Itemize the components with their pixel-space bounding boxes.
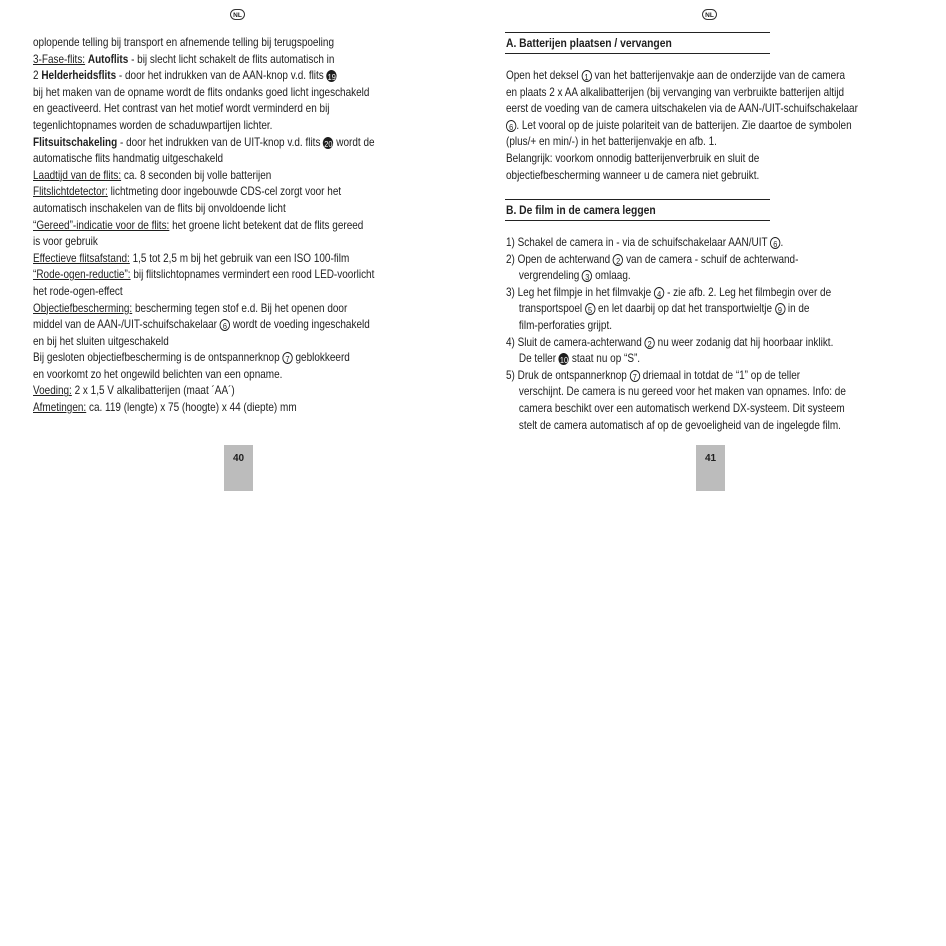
text-span: Bij gesloten objectiefbescherming is de ontspannerknop [33,351,283,365]
text-line [33,400,375,417]
text-line [33,168,375,185]
text-line [33,201,375,218]
text-span: nu weer zodanig dat hij hoorbaar inklikt. [654,335,834,349]
text-span: staat nu op “S”. [569,352,641,366]
page-number: 41 [696,445,725,491]
text-line [506,68,858,85]
term-label: Afmetingen: [33,401,87,415]
text-span: De teller [518,352,559,366]
term-label: Effectieve flitsafstand: [33,251,130,265]
text-line [506,418,846,435]
text-span: ca. 8 seconden bij volle batterijen [121,168,272,182]
page-number: 40 [224,445,253,491]
text-span: het groene licht betekent dat de flits gereed [169,218,364,232]
text-span: omlaag. [592,269,631,283]
text-span: . Let vooral op de juiste polariteit van de batterijen. Zie daartoe de symbolen [516,118,852,132]
text-span: van de camera - schuif de achterwand- [623,252,799,266]
term-label: “Gereed”-indicatie voor de flits: [33,218,170,232]
text-span: . [780,236,784,249]
text-line [506,151,858,168]
text-span: 2 x 1,5 V alkalibatterijen (maat ´AA´) [71,384,235,398]
text-span: bescherming tegen stof e.d. Bij het openen door [132,301,348,315]
circled-reference-number: 6 [506,120,516,132]
text-span: 2) Open de achterwand [506,252,613,266]
text-line [33,85,375,102]
language-badge: NL [230,9,245,20]
text-span: oplopende telling bij transport en afnemende telling bij terugspoeling [33,36,334,49]
text-line [506,101,858,118]
text-span: stelt de camera automatisch af op de gevoeligheid van de ingelegde film. [518,418,841,432]
text-line [33,251,375,268]
text-span: van het batterijenvakje aan de onderzijde van de camera [591,69,846,82]
circled-reference-number: 2 [645,337,655,349]
text-span: transportspoel [518,302,585,316]
text-span: eerst de voeding van de camera uitschakelen via de AAN-/UIT-schuifschakelaar [506,102,858,116]
text-span: het rode-ogen-effect [33,284,123,298]
section-b-text [506,235,846,434]
text-line [506,168,858,185]
text-line [33,334,375,351]
text-line [33,234,375,251]
text-span: en geactiveerd. Het contrast van het motief wordt verminderd en bij [33,102,330,116]
circled-reference-number: 6 [770,237,780,249]
specifications-text [33,35,375,417]
term-label: Laadtijd van de flits: [33,168,122,182]
text-line [506,268,846,285]
circled-reference-number: 10 [559,355,569,366]
text-span: - door het indrukken van de UIT-knop v.d. flits [117,135,324,149]
text-line [33,284,375,301]
text-span: 3) Leg het filmpje in het filmvakje [506,285,654,299]
circled-reference-number: 7 [282,352,292,364]
term-label: Voeding: [33,384,72,398]
text-span: - bij slecht licht schakelt de flits automatisch in [128,52,335,66]
text-line [506,351,846,368]
circled-reference-number: 2 [613,254,623,266]
term-label: “Rode-ogen-reductie”: [33,268,131,282]
text-line [33,35,375,52]
text-line [33,367,375,384]
text-span: 2 [33,69,42,83]
text-line [506,85,858,102]
text-line [506,134,858,151]
bold-term: Flitsuitschakeling [33,135,118,149]
term-label: 3-Fase-flits: [33,52,86,66]
text-span: middel van de AAN-/UIT-schuifschakelaar [33,318,220,332]
text-span: verschijnt. De camera is nu gereed voor het maken van opnames. Info: de [518,385,846,399]
language-badge: NL [702,9,717,20]
text-span: camera beschikt over een automatisch werkend DX-systeem. Dit systeem [518,401,845,415]
text-line [33,68,375,85]
text-span: - door het indrukken van de AAN-knop v.d. flits [116,69,327,83]
text-span: Belangrijk: voorkom onnodig batterijenverbruik en sluit de [506,151,760,165]
text-span: en let daarbij op dat het transportwieltje [595,302,775,316]
circled-reference-number: 20 [324,138,333,149]
text-line [33,218,375,235]
circled-reference-number: 1 [581,70,591,82]
bold-term: Autoflits [87,52,129,66]
bold-term: Helderheidsflits [41,69,117,83]
text-line [506,301,846,318]
text-span: 1) Schakel de camera in - via de schuifschakelaar AAN/UIT [506,236,771,249]
text-line [33,101,375,118]
text-line [506,118,858,135]
text-line [506,368,846,385]
circled-reference-number: 6 [220,319,230,331]
text-line [506,318,846,335]
text-span: Open het deksel [506,69,582,82]
text-span: - zie afb. 2. Leg het filmbegin over de [664,285,832,299]
text-line [33,317,375,334]
text-line [33,151,375,168]
text-span: (plus/+ en min/-) in het batterijenvakje en afb. 1. [506,135,717,149]
text-span: is voor gebruik [33,235,98,249]
text-line [33,135,375,152]
text-span: automatisch inschakelen van de flits bij onvoldoende licht [33,201,286,215]
text-span: ca. 119 (lengte) x 75 (hoogte) x 44 (diepte) mm [86,401,297,415]
text-line [33,52,375,69]
text-span: lichtmeting door ingebouwde CDS-cel zorgt voor het [107,185,342,199]
text-span: automatische flits handmatig uitgeschakeld [33,152,224,166]
text-span: tegenlichtopnames worden de schaduwpartijen lichter. [33,118,273,132]
text-span: 1,5 tot 2,5 m bij het gebruik van een ISO 100-film [129,251,350,265]
text-span: vergrendeling [518,269,583,283]
text-span: in de [785,302,810,316]
text-span: en bij het sluiten uitgeschakeld [33,334,169,348]
text-span: geblokkeerd [292,351,350,365]
circled-reference-number: 3 [582,270,592,282]
text-span: en plaats 2 x AA alkalibatterijen (bij vervanging van verbruikte batterijen altijd [506,85,845,99]
text-line [33,267,375,284]
circled-reference-number: 5 [585,303,595,315]
term-label: Objectiefbescherming: [33,301,133,315]
text-span: bij flitslichtopnames vermindert een rood LED-voorlicht [130,268,375,282]
text-span: objectiefbescherming wanneer u de camera niet gebruikt. [506,168,760,182]
section-a-text [506,68,858,184]
section-b-title: B. De film in de camera leggen [506,203,656,217]
text-line [506,252,846,269]
section-a-title: A. Batterijen plaatsen / vervangen [506,36,672,50]
text-line [506,335,846,352]
text-line [506,235,846,252]
text-span: 4) Sluit de camera-achterwand [506,335,645,349]
text-line [506,384,846,401]
circled-reference-number: 19 [327,72,336,83]
text-span: bij het maken van de opname wordt de flits ondanks goed licht ingeschakeld [33,85,370,99]
text-line [506,401,846,418]
text-line [33,118,375,135]
circled-reference-number: 7 [630,370,640,382]
text-line [33,184,375,201]
section-a-heading [505,32,770,54]
text-line [506,285,846,302]
text-span: 5) Druk de ontspannerknop [506,368,630,382]
text-line [33,383,375,400]
circled-reference-number: 4 [654,287,664,299]
right-page [473,0,946,946]
section-b-heading [505,199,770,221]
text-span: wordt de [333,135,375,149]
text-span: en voorkomt zo het ongewild belichten van een opname. [33,367,283,381]
circled-reference-number: 9 [775,303,785,315]
text-span: film-perforaties grijpt. [518,318,612,332]
text-span: wordt de voeding ingeschakeld [230,318,370,332]
text-span: driemaal in totdat de “1” op de teller [639,368,801,382]
text-line [33,350,375,367]
term-label: Flitslichtdetector: [33,185,108,199]
text-line [33,301,375,318]
